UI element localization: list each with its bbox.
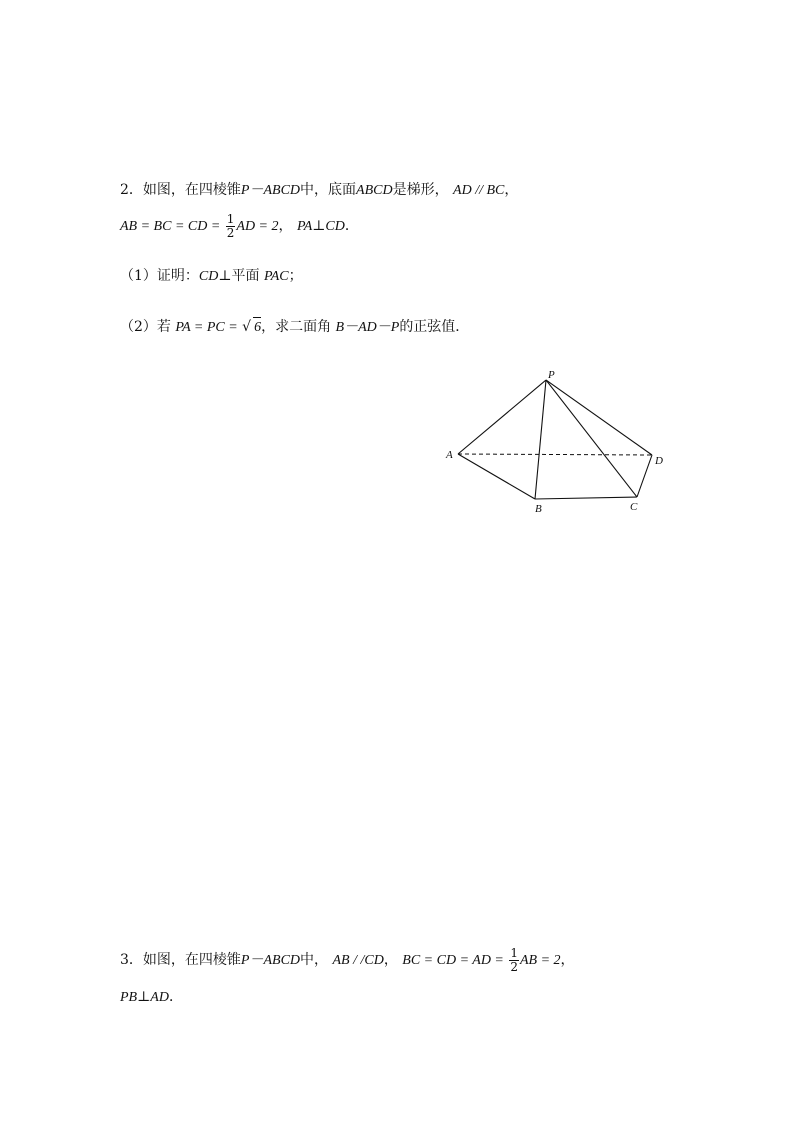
label-a: A xyxy=(446,449,453,461)
equality-right: AD = 2 xyxy=(236,219,279,234)
question-2-text: 的正弦值． xyxy=(399,319,470,335)
sqrt-radicand: 6 xyxy=(253,317,261,338)
edge-pc xyxy=(546,380,637,497)
punctuation: ． xyxy=(344,218,359,234)
label-p: P xyxy=(548,369,555,381)
punctuation: ． xyxy=(168,989,183,1005)
pyramid-name: P－ABCD xyxy=(240,183,301,198)
edge-bc xyxy=(535,497,637,499)
fraction-half xyxy=(226,213,236,240)
label-b: B xyxy=(535,503,542,515)
plane-name: PAC xyxy=(264,269,289,284)
edge-ab xyxy=(458,454,535,499)
fraction-numerator: 1 xyxy=(510,945,518,960)
problem3-number: 3． xyxy=(120,952,143,968)
equality-left: AB = BC = CD = xyxy=(120,219,221,234)
problem2-line1 xyxy=(120,180,518,201)
parallel-condition: AD // BC xyxy=(453,183,505,198)
edge-pd xyxy=(546,380,652,455)
problem2-number: 2． xyxy=(120,182,143,198)
problem2-text: 中，底面 xyxy=(300,182,357,198)
fraction-denominator: 2 xyxy=(510,959,518,974)
punctuation: ； xyxy=(288,268,303,284)
label-c: C xyxy=(630,501,638,513)
fraction-numerator: 1 xyxy=(226,211,235,226)
parallel-condition: AB / /CD xyxy=(332,953,384,968)
edge-pb xyxy=(535,380,546,499)
punctuation: ， xyxy=(383,952,398,968)
question-2-text: ，求二面角 xyxy=(261,319,332,335)
perpendicular-condition: PB⊥AD xyxy=(120,990,169,1005)
pyramid-figure xyxy=(440,366,670,516)
edge-pa xyxy=(458,380,546,454)
label-d: D xyxy=(655,455,663,467)
problem3-text: 如图，在四棱锥 xyxy=(142,952,241,968)
problem2-text: 如图，在四棱锥 xyxy=(142,182,241,198)
question-2-expr: PA = PC = xyxy=(175,320,238,335)
dihedral-angle: B－AD－P xyxy=(335,320,400,335)
punctuation: ， xyxy=(504,182,519,198)
question-1-text: 平面 xyxy=(231,268,260,284)
question-1 xyxy=(120,266,303,287)
problem3-line1 xyxy=(120,940,575,980)
punctuation: ， xyxy=(560,952,575,968)
hidden-edge-ad xyxy=(458,454,652,455)
question-1-label: （1）证明： xyxy=(120,268,199,284)
perpendicular-condition: PA⊥CD xyxy=(296,219,345,234)
punctuation: ， xyxy=(278,218,293,234)
problem3-line2 xyxy=(120,987,183,1008)
base-name: ABCD xyxy=(356,183,393,198)
sqrt-symbol: √ xyxy=(242,319,252,335)
equality-right: AB = 2 xyxy=(519,953,561,968)
problem2-text: 是梯形， xyxy=(392,182,449,198)
problem2-line2 xyxy=(120,206,359,246)
question-1-expr: CD⊥ xyxy=(198,269,232,284)
pyramid-name: P－ABCD xyxy=(240,953,301,968)
edge-cd xyxy=(637,455,652,497)
fraction-denominator: 2 xyxy=(226,225,235,240)
question-2 xyxy=(120,317,469,338)
question-2-label: （2）若 xyxy=(120,319,171,335)
fraction-half xyxy=(509,947,519,974)
equality-left: BC = CD = AD = xyxy=(402,953,504,968)
problem3-text: 中， xyxy=(300,952,329,968)
